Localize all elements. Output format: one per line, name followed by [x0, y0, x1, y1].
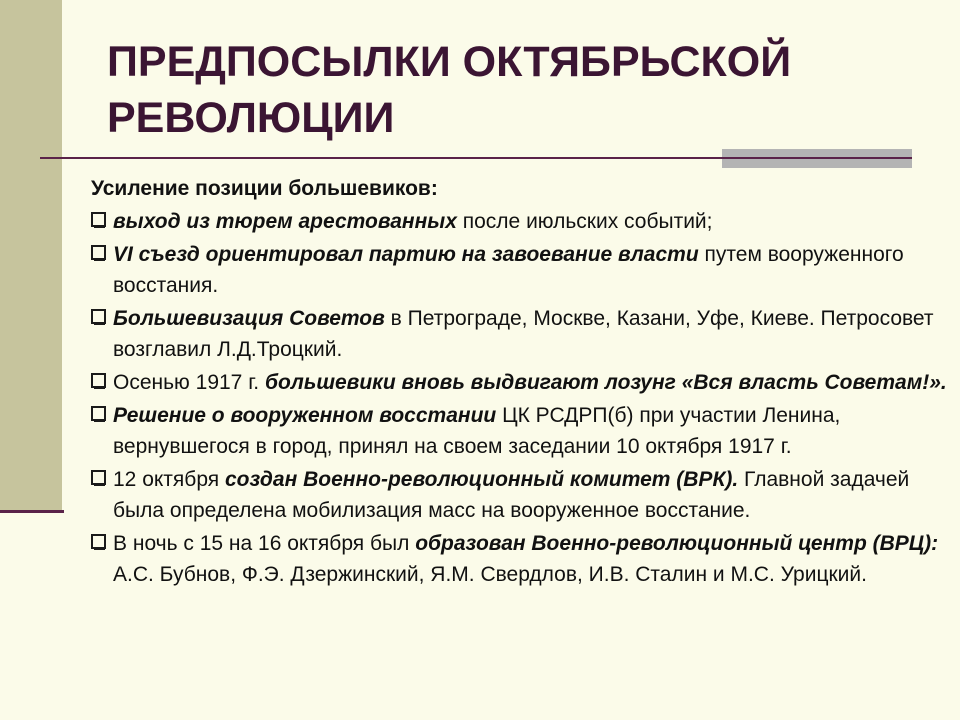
checkbox-bullet-icon: [91, 406, 106, 421]
item-text: путем вооруженного восстания.: [113, 243, 904, 297]
checkbox-bullet-icon: [91, 470, 106, 485]
item-text: А.С. Бубнов, Ф.Э. Дзержинский, Я.М. Свердлов, И.В. Сталин и М.С. Урицкий.: [113, 563, 867, 586]
checkbox-bullet-icon: [91, 309, 106, 324]
item-text: в Петрограде, Москве, Казани, Уфе, Киеве. Петросовет возглавил Л.Д.Троцкий.: [113, 307, 934, 361]
slide-title: ПРЕДПОСЫЛКИ ОКТЯБРЬСКОЙ РЕВОЛЮЦИИ: [107, 38, 792, 142]
item-emphasis: выход из тюрем арестованных: [113, 210, 457, 233]
slide-body: [91, 173, 951, 592]
item-emphasis: создан Военно-революционный комитет (ВРК).: [224, 468, 739, 491]
item-emphasis: большевики вновь выдвигают лозунг «Вся власть Советам!».: [264, 371, 947, 394]
list-item: [91, 400, 951, 462]
list-item: [91, 528, 951, 590]
item-prefix: В ночь с 15 на 16 октября был: [113, 532, 416, 555]
title-accent-line: [722, 157, 912, 159]
list-item: [91, 239, 951, 301]
bullet-list: [91, 206, 951, 590]
checkbox-bullet-icon: [91, 373, 106, 388]
list-item: [91, 303, 951, 365]
item-emphasis: Большевизация Советов: [113, 307, 385, 330]
item-text: ЦК РСДРП(б) при участии Ленина, вернувшегося в город, принял на своем заседании 10 октября 1917 г.: [113, 404, 841, 458]
item-prefix: 12 октября: [113, 468, 225, 491]
item-emphasis: VI съезд ориентировал партию на завоевание власти: [113, 243, 699, 266]
list-item: [91, 367, 951, 398]
checkbox-bullet-icon: [91, 212, 106, 227]
checkbox-bullet-icon: [91, 534, 106, 549]
item-emphasis: образован Военно-революционный центр (ВРЦ):: [415, 532, 939, 555]
section-heading: Усиление позиции большевиков:: [91, 177, 438, 200]
left-band-edge-line: [0, 510, 64, 513]
list-item: [91, 464, 951, 526]
left-decorative-band: [0, 0, 62, 512]
checkbox-bullet-icon: [91, 245, 106, 260]
item-text: после июльских событий;: [456, 210, 713, 233]
item-emphasis: Решение о вооруженном восстании: [113, 404, 497, 427]
item-prefix: Осенью 1917 г.: [113, 371, 265, 394]
item-text: Главной задачей была определена мобилизация масс на вооруженное восстание.: [113, 468, 910, 522]
list-item: [91, 206, 951, 237]
